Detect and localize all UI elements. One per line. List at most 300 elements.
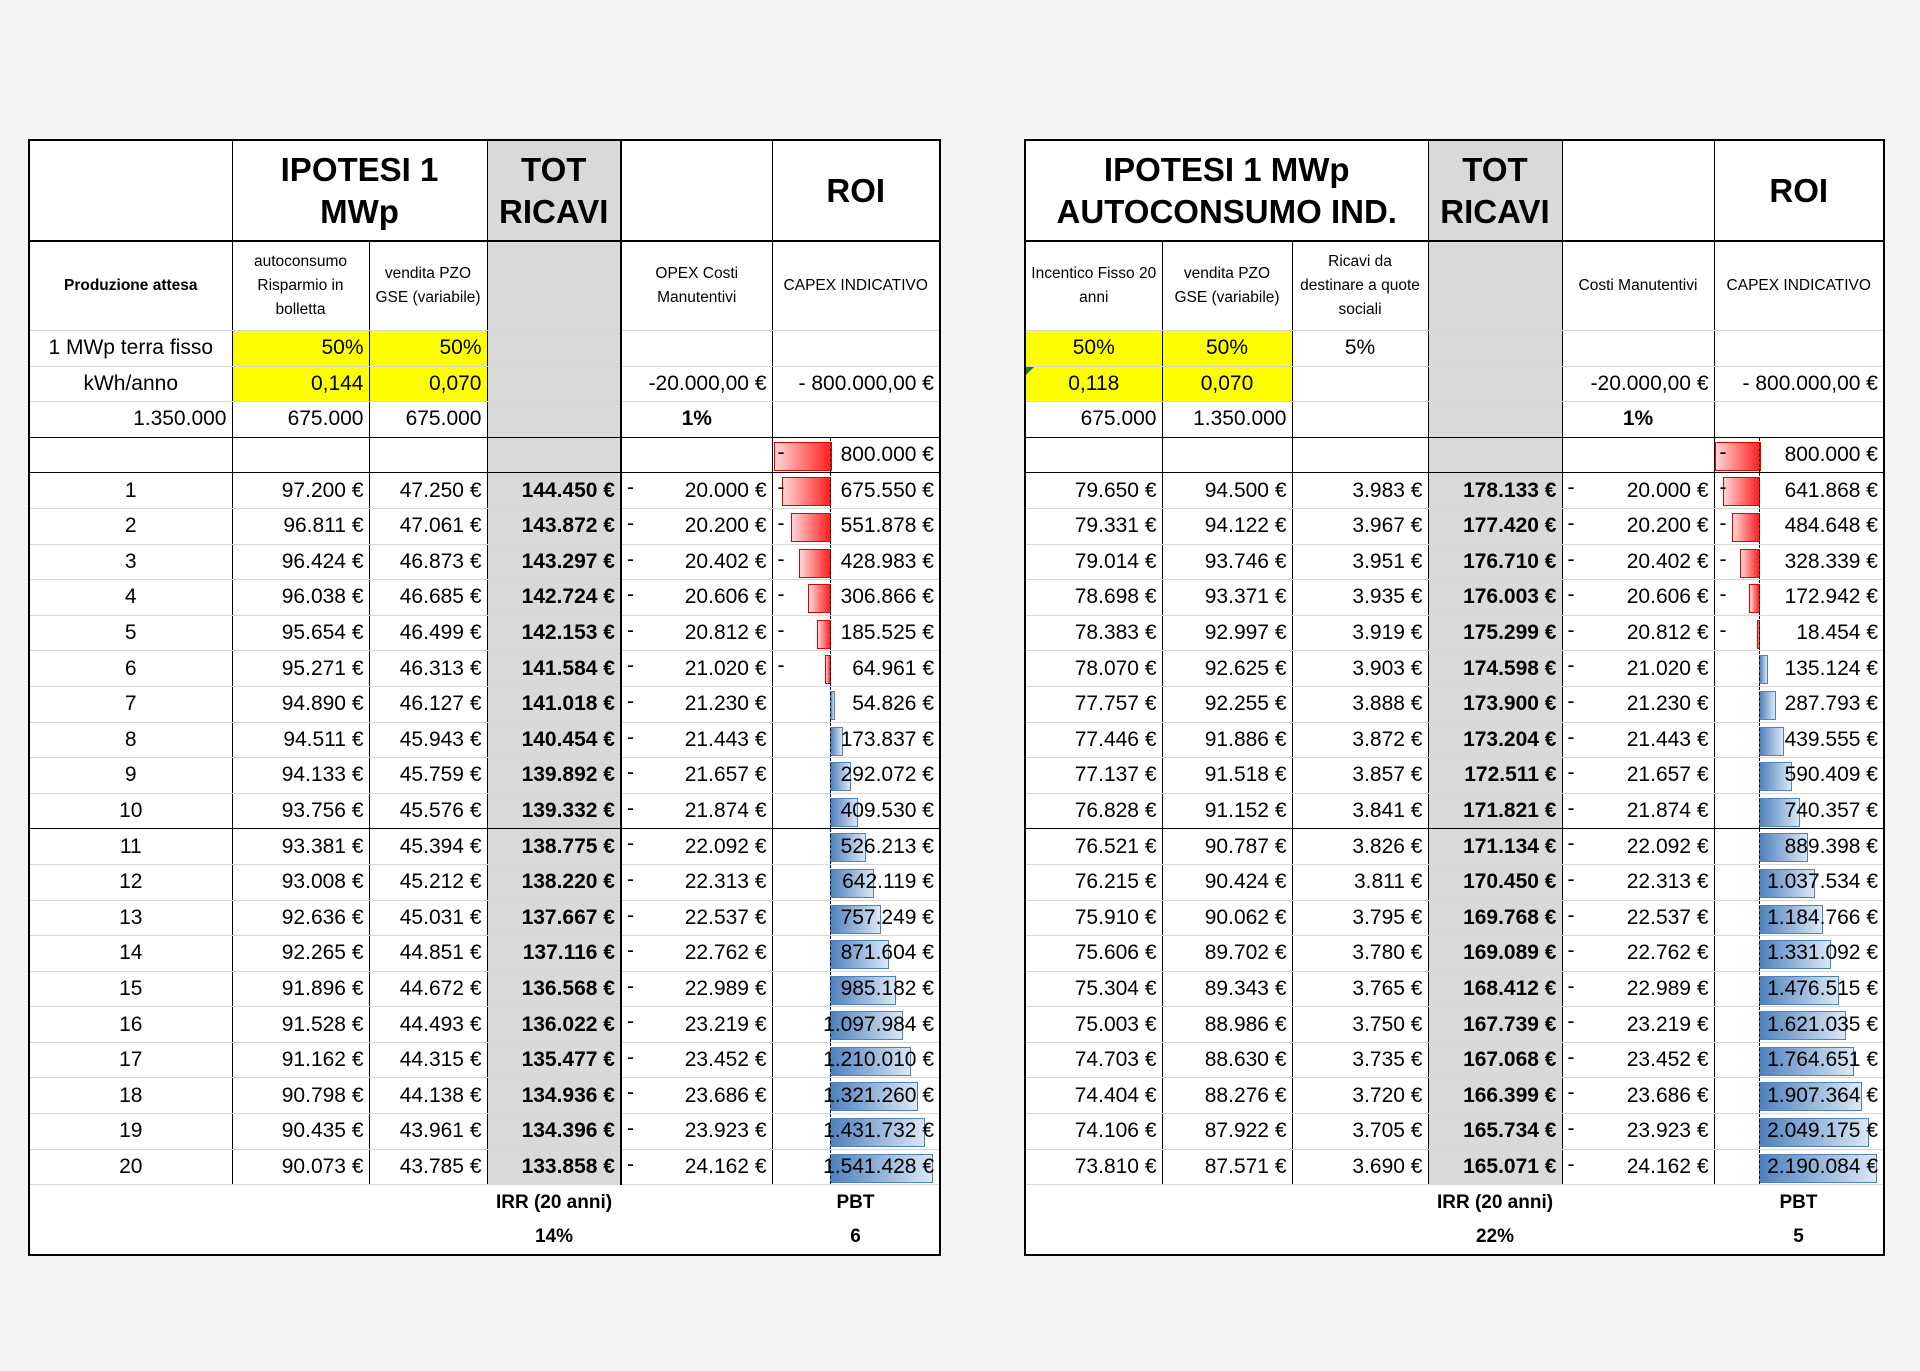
roi-axis-line	[1759, 1078, 1760, 1113]
right-opex-value: 23.219 €	[1626, 1012, 1709, 1036]
right-incentivo-value: 74.404 €	[1025, 1078, 1162, 1114]
table-row	[29, 900, 940, 936]
negative-sign: -	[1567, 1010, 1575, 1034]
right-vendita-value: 94.500 €	[1162, 473, 1292, 509]
left-autoconsumo-value: 91.528 €	[232, 1007, 369, 1043]
right-roi-value: 172.942 €	[1784, 585, 1878, 609]
left-autoconsumo-value: 90.073 €	[232, 1149, 369, 1185]
right-incentivo-value: 75.910 €	[1025, 900, 1162, 936]
left-opex-cell	[621, 1007, 772, 1043]
left-roi-cell	[772, 758, 940, 794]
right-opex-value: 22.313 €	[1626, 870, 1709, 894]
left-foot-empty	[369, 1185, 487, 1220]
table-row	[1025, 508, 1884, 544]
right-roi-value: 135.124 €	[1784, 656, 1878, 680]
table-row	[29, 971, 940, 1007]
right-foot-empty	[1162, 1220, 1292, 1256]
left-opex-cell	[621, 651, 772, 687]
right-incentivo-value: 75.003 €	[1025, 1007, 1162, 1043]
roi-positive-bar	[1759, 655, 1768, 684]
right-roi-cell	[1714, 686, 1884, 722]
left-tot-value: 140.454 €	[487, 722, 621, 758]
right-empty	[1714, 331, 1884, 367]
right-pct-c: 5%	[1292, 331, 1428, 367]
roi-axis-line	[830, 829, 831, 864]
negative-sign: -	[1567, 547, 1575, 571]
left-roi-start	[772, 437, 940, 473]
roi-axis-line	[830, 901, 831, 936]
left-roi-cell	[772, 936, 940, 972]
right-empty	[1714, 402, 1884, 438]
left-year: 11	[29, 829, 232, 865]
left-autoconsumo-value: 96.038 €	[232, 580, 369, 616]
left-foot-empty	[232, 1185, 369, 1220]
left-opex-pct: 1%	[621, 402, 772, 438]
left-vendita-value: 45.212 €	[369, 864, 487, 900]
left-year: 7	[29, 686, 232, 722]
left-opex-cell	[621, 1149, 772, 1185]
right-tot-value: 165.071 €	[1428, 1149, 1562, 1185]
left-vendita-value: 45.031 €	[369, 900, 487, 936]
right-roi-cell	[1714, 1042, 1884, 1078]
left-autoconsumo-value: 97.200 €	[232, 473, 369, 509]
right-incentivo-value: 79.650 €	[1025, 473, 1162, 509]
left-vendita-value: 44.315 €	[369, 1042, 487, 1078]
table-row	[1025, 686, 1884, 722]
left-opex-value: 24.162 €	[684, 1154, 767, 1178]
left-opex-value: 22.092 €	[684, 834, 767, 858]
left-tot-value: 144.450 €	[487, 473, 621, 509]
right-opex-value: 20.812 €	[1626, 621, 1709, 645]
right-incentivo-value: 75.304 €	[1025, 971, 1162, 1007]
right-empty	[1292, 437, 1428, 473]
table-row	[29, 936, 940, 972]
table-row	[29, 1149, 940, 1185]
left-opex-cell	[621, 864, 772, 900]
right-vendita-value: 89.343 €	[1162, 971, 1292, 1007]
left-opex-cell	[621, 971, 772, 1007]
right-opex-cell	[1562, 1149, 1714, 1185]
right-opex-value: 22.989 €	[1626, 976, 1709, 1000]
negative-sign: -	[627, 1045, 634, 1069]
negative-sign: -	[1567, 1081, 1575, 1105]
roi-negative-bar	[808, 584, 831, 613]
left-year: 18	[29, 1078, 232, 1114]
table-row	[29, 1042, 940, 1078]
right-ricavi-value: 3.780 €	[1292, 936, 1428, 972]
roi-axis-line	[1759, 972, 1760, 1007]
left-roi-value: 985.182 €	[840, 976, 934, 1000]
negative-sign: -	[1719, 547, 1727, 571]
negative-sign: -	[627, 618, 634, 642]
right-ricavi-value: 3.765 €	[1292, 971, 1428, 1007]
right-price-a-value: 0,118	[1068, 371, 1120, 395]
table-row	[1025, 1114, 1884, 1150]
right-ricavi-value: 3.888 €	[1292, 686, 1428, 722]
right-tot-cell	[1428, 402, 1562, 438]
negative-sign: -	[1567, 618, 1575, 642]
table-row	[1025, 1007, 1884, 1043]
right-vendita-value: 92.625 €	[1162, 651, 1292, 687]
right-incentivo-value: 76.828 €	[1025, 793, 1162, 829]
table-row	[29, 1114, 940, 1150]
right-ricavi-value: 3.720 €	[1292, 1078, 1428, 1114]
left-vendita-value: 45.759 €	[369, 758, 487, 794]
right-vendita-value: 93.371 €	[1162, 580, 1292, 616]
table-row	[1025, 1078, 1884, 1114]
right-roi-value: 328.339 €	[1784, 549, 1878, 573]
left-autoconsumo-value: 90.798 €	[232, 1078, 369, 1114]
left-opex-cell	[621, 1114, 772, 1150]
right-vendita-value: 90.062 €	[1162, 900, 1292, 936]
right-roi-cell	[1714, 758, 1884, 794]
roi-axis-line	[1759, 1150, 1760, 1185]
right-opex-value: 21.657 €	[1626, 763, 1709, 787]
right-roi-value: 1.037.534 €	[1767, 870, 1878, 894]
right-vendita-value: 87.571 €	[1162, 1149, 1292, 1185]
right-opex-value: 21.020 €	[1626, 656, 1709, 680]
right-vendita-value: 91.886 €	[1162, 722, 1292, 758]
roi-axis-line	[1759, 758, 1760, 793]
left-roi-value: 1.321.260 €	[823, 1083, 934, 1107]
roi-axis-line	[830, 723, 831, 758]
left-opex-cell	[621, 758, 772, 794]
right-tot-value: 167.739 €	[1428, 1007, 1562, 1043]
right-roi-cell	[1714, 722, 1884, 758]
left-prod-value: 1.350.000	[29, 402, 232, 438]
right-opex-cell	[1562, 544, 1714, 580]
right-opex-cell	[1562, 1042, 1714, 1078]
left-produzione-label: Produzione attesa	[29, 241, 232, 331]
left-roi-value: 757.249 €	[840, 905, 934, 929]
right-incentivo-value: 78.383 €	[1025, 615, 1162, 651]
left-tot-value: 138.220 €	[487, 864, 621, 900]
table-row	[29, 651, 940, 687]
roi-axis-line	[1759, 829, 1760, 864]
negative-sign: -	[627, 689, 634, 713]
right-roi-start-value: 800.000 €	[1784, 443, 1878, 467]
left-opex-value: 22.989 €	[684, 976, 767, 1000]
left-year: 1	[29, 473, 232, 509]
table-row	[29, 1007, 940, 1043]
left-pct-a: 50%	[232, 331, 369, 367]
left-opex-cell	[621, 544, 772, 580]
right-ricavi-value: 3.967 €	[1292, 508, 1428, 544]
left-empty	[772, 331, 940, 367]
right-ricavi-value: 3.735 €	[1292, 1042, 1428, 1078]
right-vendita-value: 92.255 €	[1162, 686, 1292, 722]
right-incentivo-value: 75.606 €	[1025, 936, 1162, 972]
left-tot-value: 137.116 €	[487, 936, 621, 972]
right-opex-value: 21.874 €	[1626, 799, 1709, 823]
negative-sign: -	[1567, 974, 1575, 998]
negative-sign: -	[627, 796, 634, 820]
left-autoconsumo-value: 93.756 €	[232, 793, 369, 829]
left-roi-value: 675.550 €	[840, 478, 934, 502]
left-foot-empty	[29, 1220, 232, 1256]
left-roi-cell	[772, 508, 940, 544]
right-tot-value: 165.734 €	[1428, 1114, 1562, 1150]
right-roi-cell	[1714, 829, 1884, 865]
right-tot-value: 171.134 €	[1428, 829, 1562, 865]
left-tot-value: 138.775 €	[487, 829, 621, 865]
left-year: 8	[29, 722, 232, 758]
left-tot-cell	[487, 331, 621, 367]
left-roi-value: 526.213 €	[840, 834, 934, 858]
left-pbt-label: PBT	[772, 1185, 940, 1220]
left-tot-cell	[487, 437, 621, 473]
roi-axis-line	[830, 865, 831, 900]
right-opex-cell	[1562, 651, 1714, 687]
left-price-label: kWh/anno	[29, 366, 232, 402]
negative-sign: -	[1719, 511, 1727, 535]
negative-sign: -	[777, 654, 785, 678]
negative-sign: -	[1567, 832, 1575, 856]
right-tot-value: 177.420 €	[1428, 508, 1562, 544]
right-roi-value: 439.555 €	[1784, 727, 1878, 751]
roi-axis-line	[830, 651, 831, 686]
left-year: 17	[29, 1042, 232, 1078]
left-year: 9	[29, 758, 232, 794]
negative-sign: -	[627, 583, 634, 607]
left-vendita-value: 45.576 €	[369, 793, 487, 829]
negative-sign: -	[1567, 1045, 1575, 1069]
right-opex-cell	[1562, 971, 1714, 1007]
left-opex-label: OPEX Costi Manutentivi	[621, 241, 772, 331]
right-opex-cell	[1562, 900, 1714, 936]
right-opex-value: 22.537 €	[1626, 905, 1709, 929]
negative-sign: -	[1719, 583, 1727, 607]
left-year: 3	[29, 544, 232, 580]
table-row	[29, 473, 940, 509]
left-roi-value: 54.826 €	[852, 692, 934, 716]
negative-sign: -	[627, 725, 634, 749]
roi-axis-line	[830, 438, 831, 473]
right-opex-cell	[1562, 758, 1714, 794]
left-roi-cell	[772, 722, 940, 758]
left-opex-cell	[621, 615, 772, 651]
right-ricavi-value: 3.750 €	[1292, 1007, 1428, 1043]
negative-sign: -	[627, 832, 634, 856]
table-row	[29, 1078, 940, 1114]
left-vendita-value: 46.127 €	[369, 686, 487, 722]
right-foot-empty	[1162, 1185, 1292, 1220]
right-roi-cell	[1714, 793, 1884, 829]
right-tot-value: 171.821 €	[1428, 793, 1562, 829]
negative-sign: -	[1567, 476, 1575, 500]
left-foot-empty	[621, 1220, 772, 1256]
right-ricavi-value: 3.795 €	[1292, 900, 1428, 936]
right-ricavi-value: 3.872 €	[1292, 722, 1428, 758]
negative-sign: -	[1567, 1117, 1575, 1141]
right-opex-cell	[1562, 686, 1714, 722]
left-vendita-label: vendita PZO GSE (variabile)	[369, 241, 487, 331]
left-autoconsumo-value: 92.265 €	[232, 936, 369, 972]
negative-sign: -	[1567, 725, 1575, 749]
right-roi-value: 889.398 €	[1784, 834, 1878, 858]
table-row	[29, 864, 940, 900]
roi-axis-line	[830, 616, 831, 651]
right-opex-value: 21.443 €	[1626, 727, 1709, 751]
table-row	[29, 615, 940, 651]
roi-axis-line	[830, 580, 831, 615]
left-capex-value: - 800.000,00 €	[772, 366, 940, 402]
roi-axis-line	[830, 687, 831, 722]
right-vendita-value: 90.787 €	[1162, 829, 1292, 865]
right-roi-value: 18.454 €	[1796, 621, 1878, 645]
right-roi-cell	[1714, 1078, 1884, 1114]
left-tot-value: 137.667 €	[487, 900, 621, 936]
roi-positive-bar	[1759, 691, 1776, 720]
left-empty	[621, 331, 772, 367]
table-row	[1025, 615, 1884, 651]
left-roi-start-value: 800.000 €	[840, 443, 934, 467]
right-foot-empty	[1562, 1185, 1714, 1220]
right-ricavi-value: 3.811 €	[1292, 864, 1428, 900]
left-pbt-value: 6	[850, 1226, 861, 1248]
right-tot-value: 173.900 €	[1428, 686, 1562, 722]
roi-axis-line	[1759, 865, 1760, 900]
left-roi-cell	[772, 864, 940, 900]
right-roi-cell	[1714, 936, 1884, 972]
left-foot-empty	[621, 1185, 772, 1220]
table-row	[1025, 829, 1884, 865]
right-roi-value: 2.049.175 €	[1767, 1119, 1878, 1143]
left-header-empty	[29, 140, 232, 241]
right-incentivo-value: 79.331 €	[1025, 508, 1162, 544]
right-foot-empty	[1562, 1220, 1714, 1256]
right-opex-cell	[1562, 1078, 1714, 1114]
left-roi-cell	[772, 580, 940, 616]
right-vendita-value: 90.424 €	[1162, 864, 1292, 900]
table-row	[1025, 722, 1884, 758]
left-autoconsumo-value: 93.381 €	[232, 829, 369, 865]
right-opex-value: -20.000,00 €	[1562, 366, 1714, 402]
right-opex-cell	[1562, 1114, 1714, 1150]
left-tot-cell	[487, 241, 621, 331]
left-prod-b: 675.000	[369, 402, 487, 438]
left-vendita-value: 46.313 €	[369, 651, 487, 687]
right-opex-value: 20.000 €	[1626, 478, 1709, 502]
right-tot-cell	[1428, 241, 1562, 331]
left-opex-cell	[621, 686, 772, 722]
roi-axis-line	[1759, 1043, 1760, 1078]
table-row	[1025, 864, 1884, 900]
left-opex-cell	[621, 508, 772, 544]
right-tot-value: 178.133 €	[1428, 473, 1562, 509]
right-roi-value: 1.184.766 €	[1767, 905, 1878, 929]
roi-axis-line	[1759, 723, 1760, 758]
left-vendita-value: 46.873 €	[369, 544, 487, 580]
roi-axis-line	[830, 794, 831, 829]
right-incentivo-value: 74.703 €	[1025, 1042, 1162, 1078]
left-opex-value: 22.313 €	[684, 870, 767, 894]
right-irr-label: IRR (20 anni)	[1428, 1185, 1562, 1220]
right-empty	[1562, 437, 1714, 473]
right-roi-cell	[1714, 473, 1884, 509]
left-opex-cell	[621, 936, 772, 972]
table-row	[29, 686, 940, 722]
left-roi-cell	[772, 1114, 940, 1150]
right-opex-pct: 1%	[1562, 402, 1714, 438]
comment-marker-icon	[1026, 367, 1034, 375]
left-year: 20	[29, 1149, 232, 1185]
right-prod-a: 675.000	[1025, 402, 1162, 438]
left-roi-cell	[772, 1078, 940, 1114]
negative-sign: -	[1567, 1152, 1575, 1176]
right-opex-cell	[1562, 936, 1714, 972]
right-incentivo-value: 76.521 €	[1025, 829, 1162, 865]
left-roi-cell	[772, 1149, 940, 1185]
right-ricavi-value: 3.841 €	[1292, 793, 1428, 829]
right-roi-value: 287.793 €	[1784, 692, 1878, 716]
negative-sign: -	[627, 654, 634, 678]
right-vendita-value: 94.122 €	[1162, 508, 1292, 544]
negative-sign: -	[1719, 476, 1727, 500]
left-prod-a: 675.000	[232, 402, 369, 438]
left-tot-value: 142.724 €	[487, 580, 621, 616]
table-row	[29, 580, 940, 616]
right-tot-value: 167.068 €	[1428, 1042, 1562, 1078]
negative-sign: -	[627, 761, 634, 785]
left-autoconsumo-value: 96.424 €	[232, 544, 369, 580]
right-roi-cell	[1714, 1007, 1884, 1043]
negative-sign: -	[627, 511, 634, 535]
roi-axis-line	[1759, 651, 1760, 686]
right-incentivo-value: 78.070 €	[1025, 651, 1162, 687]
left-opex-value: 23.923 €	[684, 1119, 767, 1143]
left-opex-value: 20.200 €	[684, 514, 767, 538]
right-tot-cell	[1428, 437, 1562, 473]
right-vendita-value: 93.746 €	[1162, 544, 1292, 580]
left-foot-empty	[29, 1185, 232, 1220]
right-ricavi-value: 3.951 €	[1292, 544, 1428, 580]
right-roi-cell	[1714, 651, 1884, 687]
left-tot-cell	[487, 402, 621, 438]
left-tot-value: 133.858 €	[487, 1149, 621, 1185]
left-roi-cell	[772, 615, 940, 651]
left-tot-value: 136.022 €	[487, 1007, 621, 1043]
left-roi-cell	[772, 1007, 940, 1043]
right-roi-cell	[1714, 580, 1884, 616]
left-autoconsumo-value: 93.008 €	[232, 864, 369, 900]
right-empty	[1562, 331, 1714, 367]
left-autoconsumo-label: autoconsumo Risparmio in bolletta	[232, 241, 369, 331]
right-opex-cell	[1562, 580, 1714, 616]
roi-axis-line	[1759, 1114, 1760, 1149]
right-opex-value: 22.092 €	[1626, 834, 1709, 858]
right-tot-value: 175.299 €	[1428, 615, 1562, 651]
right-ricavi-value: 3.857 €	[1292, 758, 1428, 794]
left-opex-value: 23.219 €	[684, 1012, 767, 1036]
left-foot-empty	[232, 1220, 369, 1256]
left-opex-value: 23.452 €	[684, 1048, 767, 1072]
left-empty	[29, 437, 232, 473]
right-vendita-value: 91.152 €	[1162, 793, 1292, 829]
left-year: 5	[29, 615, 232, 651]
right-pbt-value: 5	[1793, 1226, 1804, 1248]
roi-negative-bar	[799, 549, 831, 578]
right-empty	[1025, 437, 1162, 473]
roi-axis-line	[830, 758, 831, 793]
right-capex-label: CAPEX INDICATIVO	[1714, 241, 1884, 331]
right-opex-value: 24.162 €	[1626, 1154, 1709, 1178]
negative-sign: -	[1567, 939, 1575, 963]
left-roi-value: 64.961 €	[852, 656, 934, 680]
negative-sign: -	[627, 867, 634, 891]
roi-axis-line	[830, 509, 831, 544]
left-title: IPOTESI 1 MWp	[232, 140, 487, 241]
